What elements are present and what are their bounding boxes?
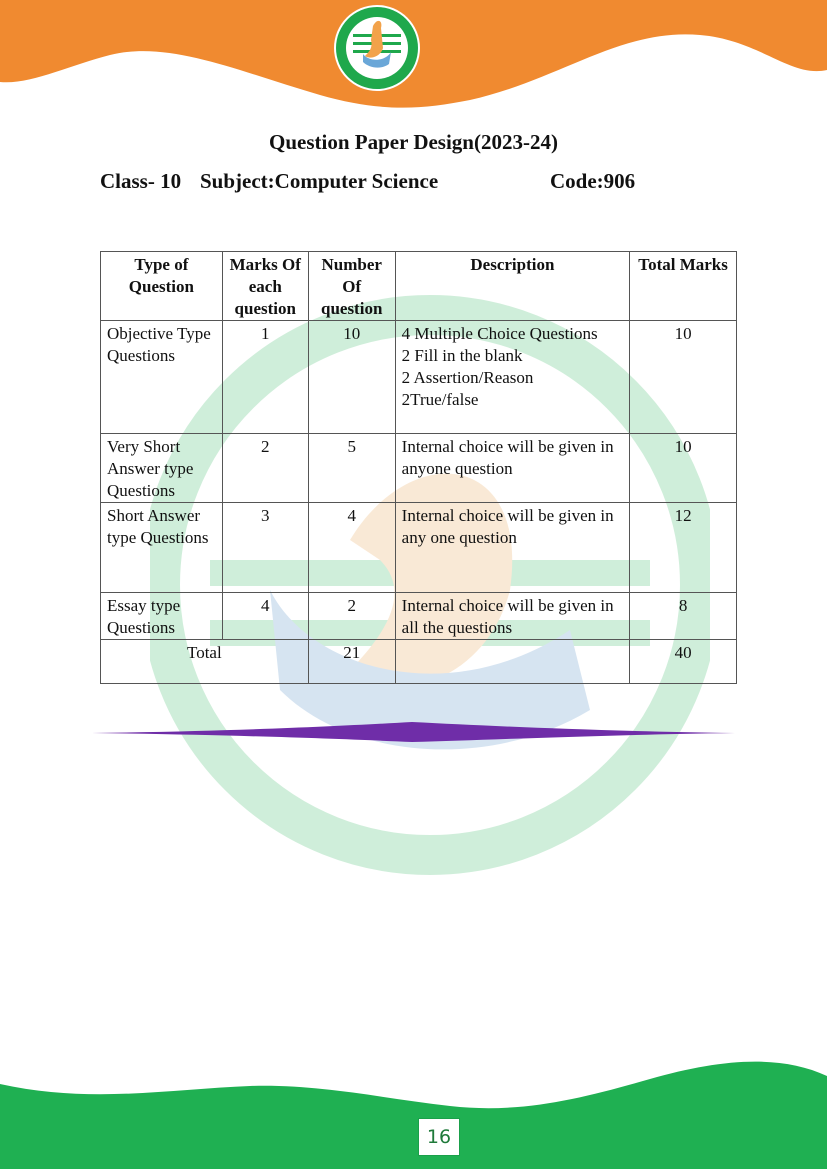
description-line: 2True/false — [401, 390, 479, 409]
cell-type: Essay type Questions — [101, 593, 223, 640]
cell-number: 2 — [308, 593, 395, 640]
total-label: Total — [101, 640, 309, 684]
subject-label: Subject:Computer Science — [200, 169, 439, 193]
description-line: 2 Fill in the blank — [401, 346, 523, 365]
table-header-row — [101, 252, 737, 321]
total-marks: 40 — [630, 640, 737, 684]
document-title: Question Paper Design(2023-24) — [269, 130, 558, 154]
table-row — [101, 434, 737, 503]
column-header-type: Type of Question — [101, 252, 223, 321]
cell-type: Very Short Answer type Questions — [101, 434, 223, 503]
cell-number: 4 — [308, 503, 395, 593]
cell-description: Internal choice will be given in all the questions — [395, 593, 630, 640]
bottom-green-wave — [0, 1054, 827, 1169]
description-line: 2 Assertion/Reason — [401, 368, 534, 387]
cell-number: 10 — [308, 321, 395, 434]
purple-divider — [92, 722, 735, 742]
cell-total: 8 — [630, 593, 737, 640]
column-header-number: Number Of question — [308, 252, 395, 321]
cell-marks: 2 — [222, 434, 308, 503]
total-description-empty — [395, 640, 630, 684]
cell-total: 10 — [630, 321, 737, 434]
cell-number: 5 — [308, 434, 395, 503]
description-line: 4 Multiple Choice Questions — [401, 324, 598, 343]
cell-type: Objective Type Questions — [101, 321, 223, 434]
cell-description: Internal choice will be given in anyone question — [395, 434, 630, 503]
table-row — [101, 593, 737, 640]
column-header-description: Description — [395, 252, 630, 321]
cell-total: 12 — [630, 503, 737, 593]
code-label: Code:906 — [550, 169, 636, 193]
cell-marks: 3 — [222, 503, 308, 593]
cell-marks: 4 — [222, 593, 308, 640]
cell-description — [395, 321, 630, 434]
total-number: 21 — [308, 640, 395, 684]
board-logo — [333, 4, 421, 92]
page-number: 16 — [418, 1118, 460, 1156]
column-header-marks: Marks Of each question — [222, 252, 308, 321]
cell-total: 10 — [630, 434, 737, 503]
cell-description: Internal choice will be given in any one question — [395, 503, 630, 593]
column-header-total: Total Marks — [630, 252, 737, 321]
table-row — [101, 321, 737, 434]
class-label: Class- 10 — [100, 169, 182, 193]
cell-type: Short Answer type Questions — [101, 503, 223, 593]
cell-marks: 1 — [222, 321, 308, 434]
question-design-table — [100, 251, 737, 684]
table-row — [101, 503, 737, 593]
table-total-row — [101, 640, 737, 684]
